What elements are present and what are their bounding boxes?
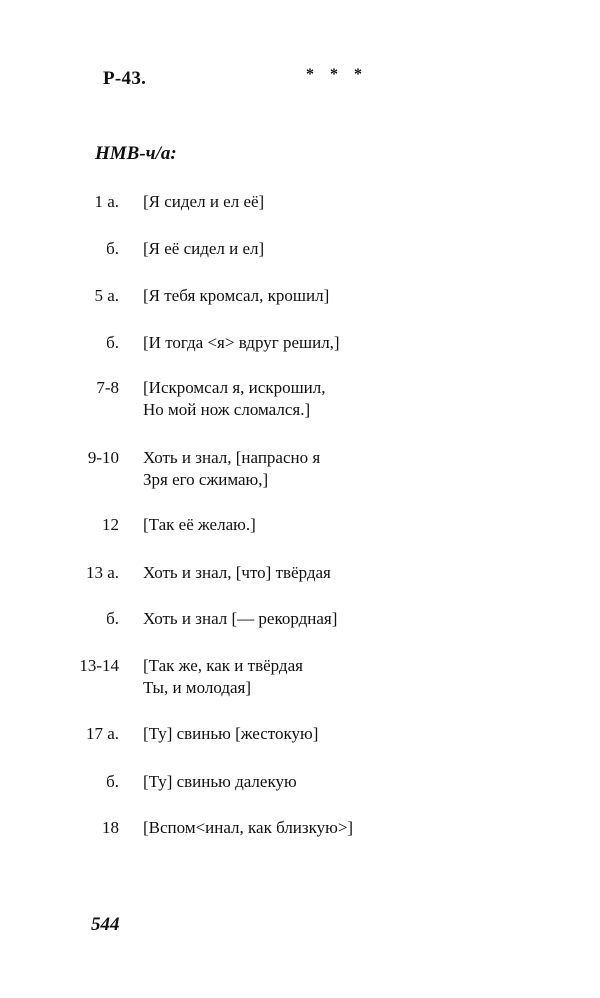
variant-line: [Искромсал я, искрошил, [143,378,326,397]
variant-line: [Так её желаю.] [143,515,256,534]
variant-line: [Я сидел и ел её] [143,192,265,211]
variant-text [143,514,256,536]
variant-line: Хоть и знал, [что] твёрдая [143,563,331,582]
variant-text [143,191,264,213]
variant-line: [Я тебя кромсал, крошил] [143,286,330,305]
variant-text [143,377,326,421]
variant-line: [Так же, как и твёрдая [143,656,303,675]
page-number: 544 [91,914,120,935]
variant-text [143,332,340,354]
variant-text [143,447,320,491]
variant-text [143,562,331,584]
line-number: б. [106,333,119,352]
line-number: 1 а. [94,192,119,211]
line-number: 9-10 [87,448,119,467]
poem-title-asterisks: * * * [306,66,368,83]
variant-text [143,608,337,630]
variant-line: Зря его сжимаю,] [143,470,269,489]
variant-text [143,655,303,699]
poem-code: Р-43. [103,68,147,89]
variant-line: [Я её сидел и ел] [143,239,265,258]
variant-text [143,723,318,745]
line-number: б. [106,609,119,628]
line-number: 13 а. [85,563,119,582]
line-number: 17 а. [85,724,119,743]
variant-line: Но мой нож сломался.] [143,400,311,419]
variant-line: Хоть и знал, [напрасно я [143,448,321,467]
variant-text [143,771,297,793]
line-number: б. [106,239,119,258]
variant-line: Ты, и молодая] [143,678,252,697]
variant-line: Хоть и знал [— рекордная] [143,609,338,628]
line-number: 5 а. [94,286,119,305]
line-number: 18 [102,818,119,837]
variant-text [143,238,264,260]
line-number: б. [106,772,119,791]
line-number: 13-14 [79,656,119,675]
variant-line: [Ту] свинью [жестокую] [143,724,319,743]
source-label: НМВ-ч/а: [95,143,177,164]
variant-line: [Ту] свинью далекую [143,772,297,791]
variant-text [143,817,353,839]
line-number: 12 [102,515,119,534]
line-number: 7-8 [96,378,119,397]
variant-line: [И тогда <я> вдруг решил,] [143,333,340,352]
variant-text [143,285,329,307]
variant-line: [Вспом<инал, как близкую>] [143,818,354,837]
